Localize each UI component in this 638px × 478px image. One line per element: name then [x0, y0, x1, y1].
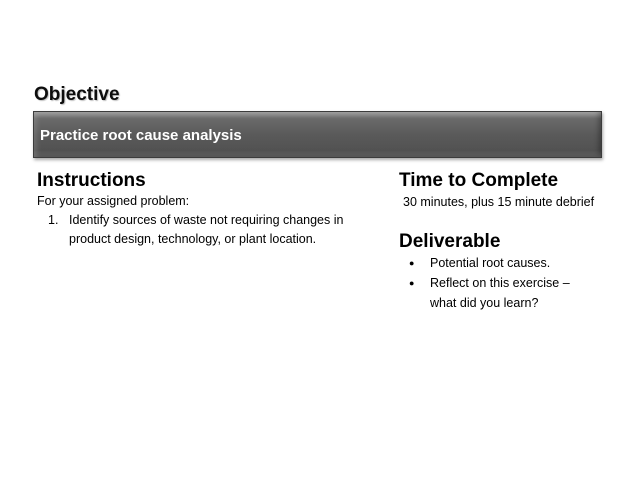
instructions-intro: For your assigned problem: [37, 194, 190, 208]
bullet-icon: ● [409, 278, 415, 288]
instruction-item-number: 1. [48, 213, 59, 227]
time-to-complete-text: 30 minutes, plus 15 minute debrief [403, 195, 595, 209]
objective-banner-text: Practice root cause analysis [40, 127, 242, 144]
deliverable-heading: Deliverable [399, 231, 501, 252]
objective-banner [33, 111, 602, 158]
bullet-icon: ● [409, 258, 415, 268]
instruction-item-line: product design, technology, or plant location. [69, 232, 317, 246]
instructions-heading: Instructions [37, 170, 146, 191]
deliverable-item: Potential root causes. [430, 256, 551, 270]
objective-heading: Objective [34, 84, 120, 105]
time-to-complete-heading: Time to Complete [399, 170, 559, 191]
deliverable-item-continued: what did you learn? [430, 296, 539, 310]
instruction-item-line: Identify sources of waste not requiring changes in [69, 213, 344, 227]
deliverable-item: Reflect on this exercise – [430, 276, 570, 290]
